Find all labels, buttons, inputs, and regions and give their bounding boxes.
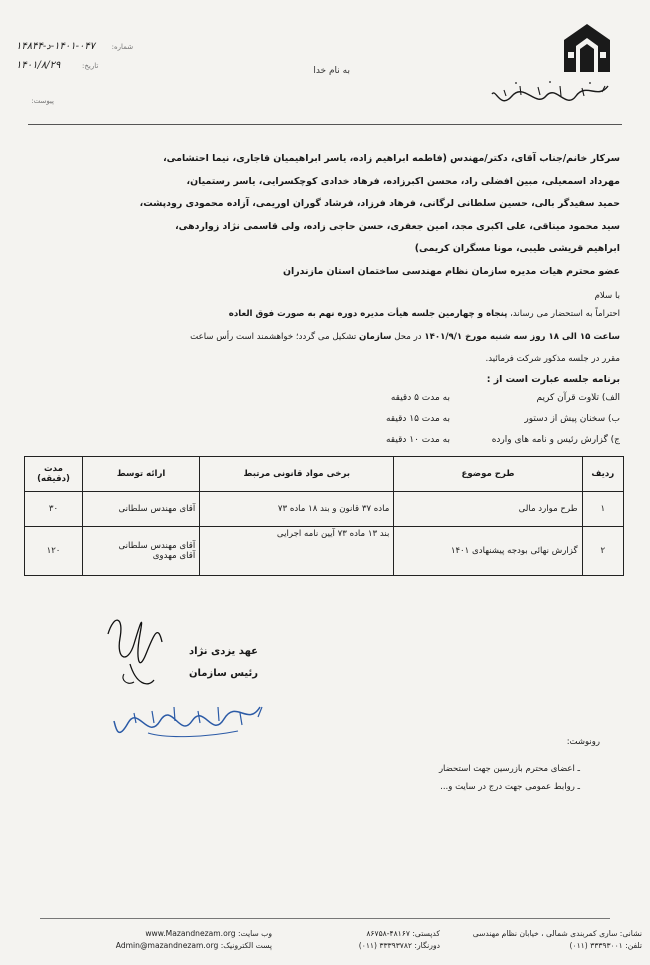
- header-divider: [28, 124, 622, 125]
- agenda-item: ج) گزارش رئیس و نامه های وارده: [491, 435, 620, 445]
- letter-date-row: تاریخ: ۱۴۰۱/۸/۲۹: [16, 60, 99, 71]
- table-header-row: [25, 457, 624, 492]
- footer-postal-block: [280, 928, 440, 952]
- col-header-duration: مدت (دقیقه): [25, 457, 83, 492]
- footer-address-block: [452, 928, 642, 952]
- table-row: ۱ طرح موارد مالی ماده ۳۷ قانون و بند ۱۸ ماده ۷۳ آقای مهندس سلطانی ۳۰: [25, 492, 624, 527]
- table-row: ۲ گزارش نهائی بودجه پیشنهادی ۱۴۰۱ بند ۱۳ ماده ۷۳ آیین نامه اجرایی آقای مهندس سلطانی آقای مهدوی ۱۲۰: [25, 527, 624, 576]
- body-paragraph: احتراماً به استحضار می رساند، پنجاه و چهارمین جلسه هیأت مدیره دوره نهم به صورت فوق العاده ساعت ۱۵ الی ۱۸ روز سه شنبه مورخ ۱۴۰۱/۹/۱ در محل سازمان تشکیل می گردد؛ خواهشمند است رأس ساعت مقرر در جلسه مذکور شرکت فرمائید.: [190, 309, 620, 364]
- footer-fax: دورنگار: ۳۳۳۹۳۷۸۲ (۰۱۱): [358, 941, 440, 950]
- col-header-row-number: ردیف: [582, 457, 623, 492]
- col-header-presenter: ارائه توسط: [83, 457, 200, 492]
- agenda-item: ب) سخنان پیش از دستور: [524, 414, 620, 424]
- footer-web-block: وب سایت: www.Mazandnezam.org پست الکترونیک: Admin@mazandnezam.org: [115, 929, 272, 950]
- letter-number: ۱۴۰۱-۰۴۷-د-۱۴۸۴۴: [16, 41, 96, 52]
- agenda-duration: به مدت ۱۵ دقیقه: [385, 414, 450, 424]
- organization-logo-icon: [562, 22, 612, 74]
- signatory-name: عهد یزدی نژاد: [189, 646, 258, 657]
- basmala: به نام خدا: [313, 66, 350, 76]
- col-header-subject: طرح موضوع: [394, 457, 582, 492]
- signatory-title: رئیس سازمان: [188, 668, 258, 679]
- cc-line: ـ روابط عمومی جهت درج در سایت و...: [440, 782, 580, 792]
- addressee-role: عضو محترم هیات مدیره سازمان نظام مهندسی ساختمان استان مازندران: [283, 265, 620, 277]
- attachment-row: پیوست:: [31, 97, 54, 105]
- organization-stamp: [108, 693, 268, 743]
- cc-heading: رونوشت:: [566, 737, 600, 747]
- agenda-duration: به مدت ۵ دقیقه: [390, 393, 450, 403]
- greeting: با سلام: [594, 291, 620, 301]
- col-header-law: برخی مواد قانونی مرتبط: [200, 457, 394, 492]
- agenda-title: برنامه جلسه عبارت است از :: [486, 374, 620, 385]
- footer-email-link[interactable]: Admin@mazandnezam.org: [115, 941, 219, 950]
- handwritten-signature: [100, 604, 170, 694]
- cc-line: ـ اعضای محترم بازرسین جهت استحضار: [438, 764, 580, 774]
- footer-postal: کدپستی: ۴۸۱۶۷-۸۶۷۵۸: [366, 929, 440, 938]
- agenda-duration: به مدت ۱۰ دقیقه: [385, 435, 450, 445]
- footer-tel: تلفن: ۳۳۳۹۳۰۰۱ (۰۱۱): [569, 941, 642, 950]
- footer-website-link[interactable]: www.Mazandnezam.org: [145, 929, 236, 938]
- agenda-item: الف) تلاوت قرآن کریم: [536, 393, 620, 403]
- letter-date: ۱۴۰۱/۸/۲۹: [16, 60, 61, 71]
- footer-divider: [40, 918, 610, 919]
- letter-number-row: شماره: ۱۴۰۱-۰۴۷-د-۱۴۸۴۴: [16, 41, 134, 52]
- organization-name-logotype: [490, 78, 610, 104]
- addressee-block: سرکار خانم/جناب آقای، دکتر/مهندس (فاطمه ابراهیم زاده، یاسر ابراهیمیان قاجاری، نیما احتشامی، مهرداد اسمعیلی، مبین افضلی راد، محسن اکبرزاده، فرهاد خدادی کوچکسرایی، یاسر رستمیان، حمید سفیدگر بالی، حسین سلطانی لرگانی، فرهاد فرزاد، فرشاد گوران اوریمی، آزاده محمودی رودپشت، سید محمود میناقی، علی اکبری مجد، امین جعفری، حسن حاجی زاده، ولی قاسمی نژاد زواردهی، ابراهیم قریشی طیبی، مونا مسگران کریمی) عضو محترم هیات مدیره سازمان نظام مهندسی ساختمان استان مازندران: [24, 148, 620, 283]
- footer-address: نشانی: ساری کمربندی شمالی ، خیابان نظام مهندسی: [472, 929, 642, 938]
- agenda-table: [24, 456, 624, 576]
